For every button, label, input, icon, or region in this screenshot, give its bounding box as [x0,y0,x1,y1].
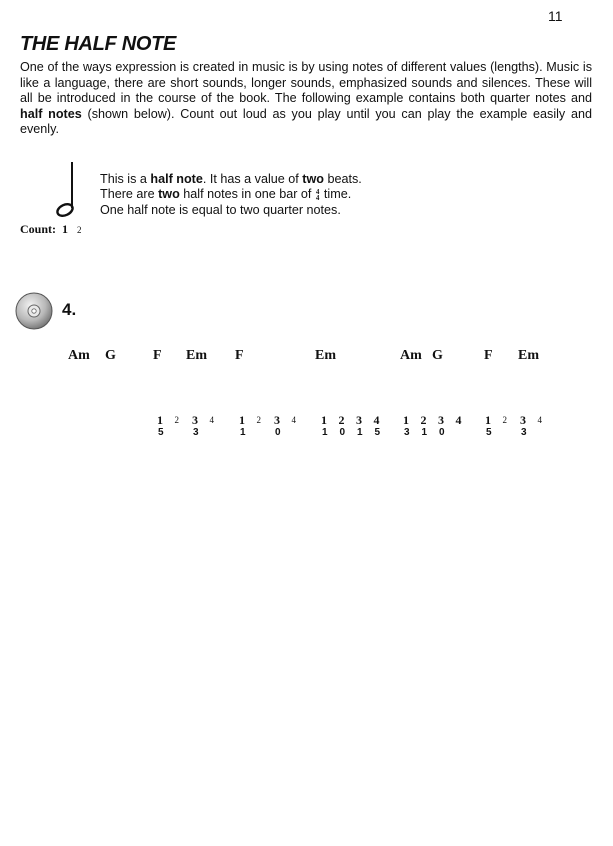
bold-text: two [158,187,180,202]
page-title: THE HALF NOTE [20,33,177,55]
tab-fret-number: 0 [439,427,445,438]
tab-fret-number: 1 [322,427,328,438]
count-number: 2 [502,415,507,425]
half-note-count [20,222,82,237]
count-number: 2 [338,413,345,427]
count-2: 2 [77,225,82,235]
count-number: 1 [403,413,409,427]
tab-fret-number: 1 [240,427,246,438]
text: half notes in one bar of [179,187,315,202]
bold-text: two [302,172,324,186]
explain-line-1 [100,172,362,187]
count-number: 3 [520,413,526,427]
intro-text-2: (shown below). Count out loud as you play until you can play the example easily and evenly. [20,106,592,137]
count-number: 3 [274,413,280,427]
tab-fret-number: 3 [521,427,527,438]
ts-bottom: 4 [315,194,320,203]
chord-symbol: Am [68,348,90,363]
chord-symbol: Em [186,348,207,363]
tab-fret-number: 5 [158,427,164,438]
tab-fret-number: 1 [421,427,428,438]
count-number: 3 [438,413,444,427]
count-number: 4 [291,415,296,425]
time-signature-inline [316,189,320,201]
explain-line-2 [100,187,362,202]
count-1: 1 [62,222,69,236]
intro-text-1: One of the ways expression is created in music is by using notes of different values (lengths). Music is like a language, there are short sounds, longer sounds, emphasized sounds and silences. These will all be introduced in the course of the book. The following example contains both quarter notes and [20,60,592,106]
chord-symbol: G [432,348,443,363]
tab-fret-number: 0 [275,427,281,438]
text: time. [320,187,352,202]
text: . It has a value of [202,172,303,186]
count-number: 3 [356,413,362,427]
count-number: 2 [256,415,261,425]
count-number: 4 [373,413,380,427]
count-number: 4 [209,415,214,425]
chord-symbol: F [484,348,493,363]
count-number: 2 [420,413,427,427]
text: There are [100,187,159,202]
tab-fret-number: 5 [374,427,381,438]
text: This is a [100,172,151,186]
tab-fret-number: 0 [339,427,346,438]
chord-symbol: Am [400,348,422,363]
half-note-icon [50,160,90,220]
bold-text: half note [150,172,203,186]
count-number: 4 [537,415,542,425]
cd-track-icon [14,291,54,331]
chord-symbol: Em [315,348,336,363]
explain-line-3: One half note is equal to two quarter notes. [100,202,341,217]
text: beats. [323,172,362,186]
chord-symbol: Em [518,348,539,363]
count-number: 4 [455,413,462,427]
chord-symbol: G [105,348,116,363]
count-number: 1 [239,413,245,427]
page-number: 11 [548,8,563,24]
count-number: 1 [157,413,163,427]
count-label: Count: [20,222,57,236]
intro-bold-half-notes: half notes [20,106,82,121]
tab-fret-number: 1 [357,427,363,438]
tab-fret-number: 5 [486,427,492,438]
tab-fret-number: 3 [193,427,199,438]
example-number: 4. [62,300,77,319]
half-note-explanation [100,172,362,218]
tab-fret-number: 3 [404,427,410,438]
chord-symbol: F [235,348,244,363]
count-number: 3 [192,413,198,427]
chord-symbol: F [153,348,162,363]
count-number: 1 [485,413,491,427]
count-number: 1 [321,413,327,427]
ts-top: 4 [315,188,320,197]
intro-paragraph [20,60,592,138]
count-number: 2 [174,415,179,425]
